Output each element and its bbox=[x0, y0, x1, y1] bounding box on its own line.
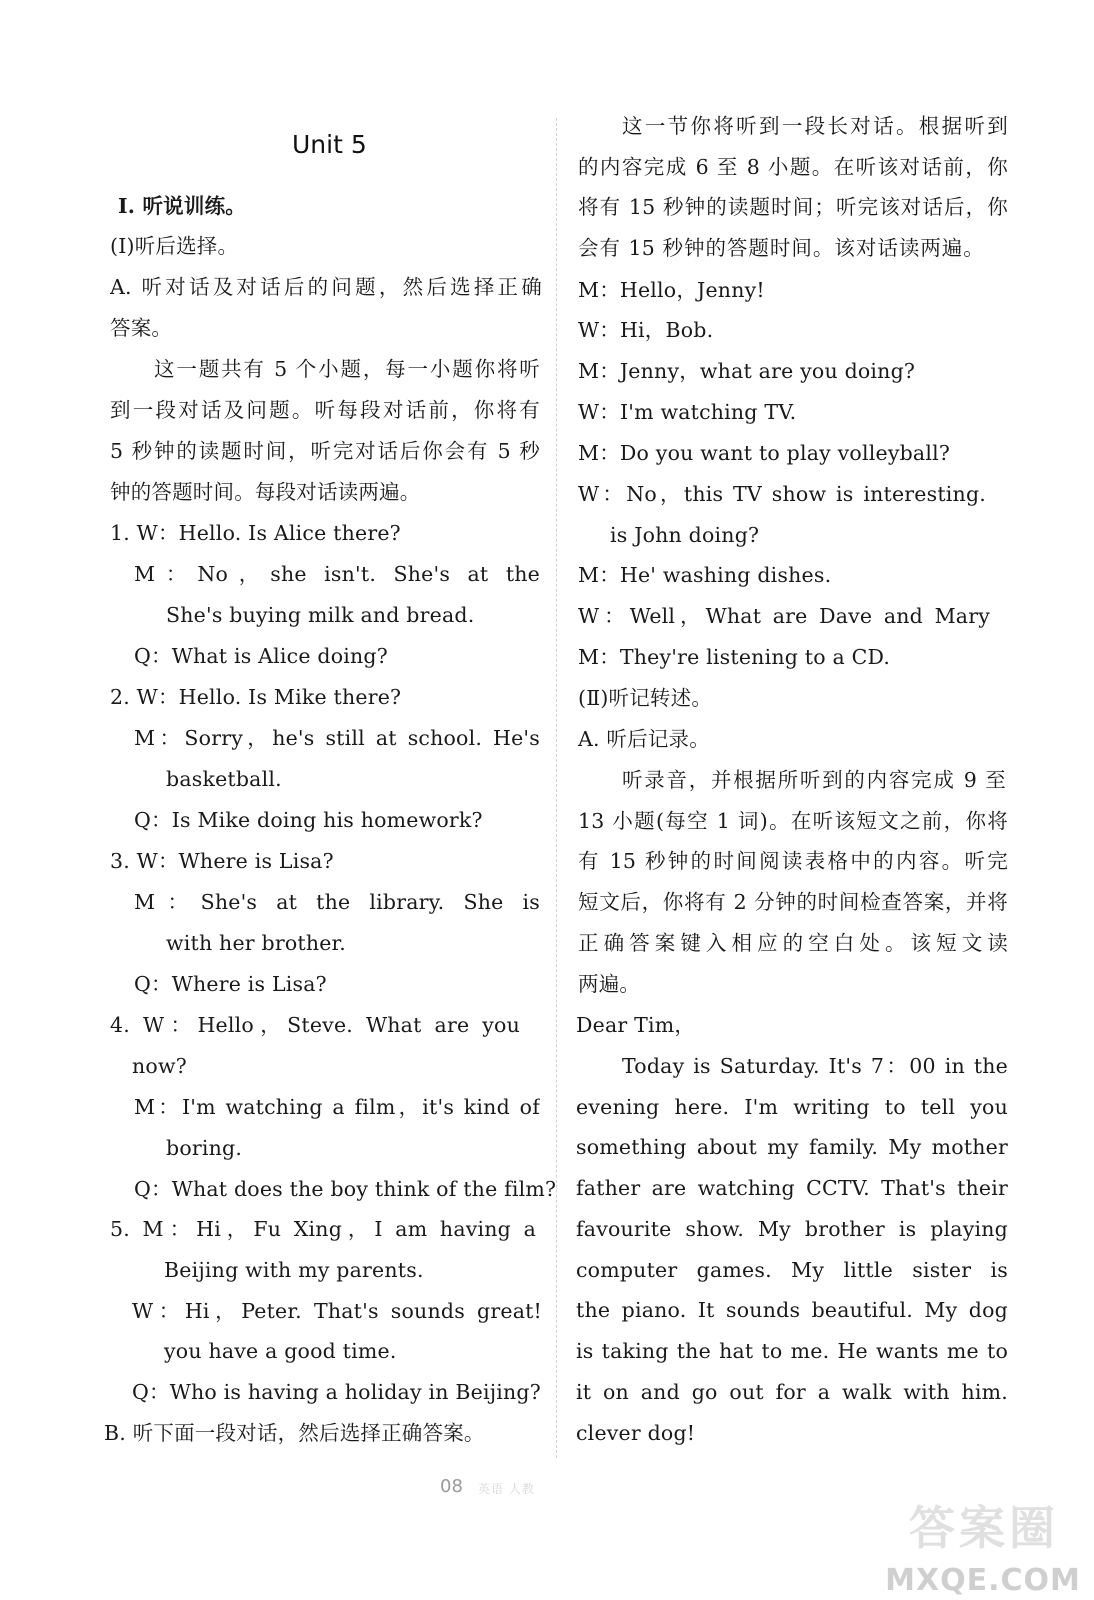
left-line: M：Sorry，he's still at school. He's bbox=[134, 726, 540, 750]
left-line: Q：What does the boy think of the film? bbox=[134, 1177, 557, 1201]
left-line: Q：Where is Lisa? bbox=[134, 972, 327, 996]
right-line: 会有 15 秒钟的答题时间。该对话读两遍。 bbox=[578, 236, 984, 260]
right-line: Today is Saturday. It's 7：00 in the bbox=[622, 1054, 1008, 1078]
right-line: A. 听后记录。 bbox=[578, 727, 710, 751]
right-line: 短文后，你将有 2 分钟的时间检查答案，并将 bbox=[578, 890, 1008, 914]
left-line: Q：What is Alice doing? bbox=[134, 644, 388, 668]
left-line: B. 听下面一段对话，然后选择正确答案。 bbox=[104, 1421, 485, 1445]
left-line: 5. M：Hi，Fu Xing，I am having a bbox=[110, 1217, 536, 1241]
left-line: Ⅰ. 听说训练。 bbox=[118, 194, 246, 218]
right-line: 这一节你将听到一段长对话。根据听到 bbox=[622, 114, 1008, 138]
right-line: is taking the hat to me. He wants me to bbox=[576, 1339, 1008, 1363]
left-line: Beijing with my parents. bbox=[164, 1258, 424, 1282]
right-line: M：Jenny，what are you doing? bbox=[578, 359, 916, 383]
left-line: you have a good time. bbox=[164, 1339, 397, 1363]
right-line: M：They're listening to a CD. bbox=[578, 645, 891, 669]
right-line: M：Hello，Jenny! bbox=[578, 278, 765, 302]
right-line: it on and go out for a walk with him. bbox=[576, 1380, 1008, 1404]
right-line: W：Well，What are Dave and Mary bbox=[578, 604, 990, 628]
right-line: something about my family. My mother bbox=[576, 1135, 1008, 1159]
right-line: 两遍。 bbox=[578, 972, 641, 996]
right-line: 听录音，并根据所听到的内容完成 9 至 bbox=[622, 768, 1006, 792]
right-line: W：Hi，Bob. bbox=[578, 318, 714, 342]
right-line: 的内容完成 6 至 8 小题。在听该对话前，你 bbox=[578, 155, 1008, 179]
page-title: Unit 5 bbox=[292, 130, 367, 159]
right-line: W：I'm watching TV. bbox=[578, 400, 797, 424]
left-line: 到一段对话及问题。听每段对话前，你将有 bbox=[110, 398, 540, 422]
right-line: M：He' washing dishes. bbox=[578, 563, 832, 587]
right-line: favourite show. My brother is playing bbox=[576, 1217, 1008, 1241]
left-line: Q：Is Mike doing his homework? bbox=[134, 808, 483, 832]
left-line: now? bbox=[132, 1054, 187, 1078]
right-line: (Ⅱ)听记转述。 bbox=[578, 686, 713, 710]
left-line: Q：Who is having a holiday in Beijing? bbox=[132, 1380, 541, 1404]
watermark-url: MXQE.COM bbox=[885, 1563, 1081, 1598]
left-line: 3. W：Where is Lisa? bbox=[110, 849, 334, 873]
right-line: 有 15 秒钟的时间阅读表格中的内容。听完 bbox=[578, 849, 1008, 873]
right-line: clever dog! bbox=[576, 1421, 696, 1445]
left-line: basketball. bbox=[166, 767, 282, 791]
left-line: 钟的答题时间。每段对话读两遍。 bbox=[110, 480, 421, 504]
page-number: 08 bbox=[440, 1476, 463, 1497]
left-line: M：She's at the library. She is bbox=[134, 890, 540, 914]
left-line: 1. W：Hello. Is Alice there? bbox=[110, 521, 401, 545]
right-line: W：No，this TV show is interesting. bbox=[578, 482, 986, 506]
left-line: 2. W：Hello. Is Mike there? bbox=[110, 685, 402, 709]
left-line: W：Hi，Peter. That's sounds great! bbox=[132, 1299, 542, 1323]
watermark-cn: 答案圈 bbox=[909, 1501, 1059, 1555]
left-line: with her brother. bbox=[166, 931, 347, 955]
watermark-logo bbox=[878, 1488, 1088, 1598]
left-line: A. 听对话及对话后的问题，然后选择正确 bbox=[110, 275, 542, 299]
right-line: 正确答案键入相应的空白处。该短文读 bbox=[578, 931, 1008, 955]
left-line: M：I'm watching a film，it's kind of bbox=[134, 1095, 540, 1119]
right-line: the piano. It sounds beautiful. My dog bbox=[576, 1298, 1008, 1322]
right-line: Dear Tim， bbox=[576, 1013, 696, 1037]
left-line: M：No，she isn't. She's at the bbox=[134, 562, 540, 586]
right-line: M：Do you want to play volleyball? bbox=[578, 441, 951, 465]
left-line: 5 秒钟的读题时间，听完对话后你会有 5 秒 bbox=[110, 439, 540, 463]
footer-faint-text: 英语 人教 bbox=[478, 1482, 535, 1496]
right-line: is John doing? bbox=[610, 523, 760, 547]
right-line: 13 小题(每空 1 词)。在听该短文之前，你将 bbox=[578, 809, 1008, 833]
right-line: computer games. My little sister is bbox=[576, 1258, 1008, 1282]
column-divider bbox=[556, 118, 557, 1458]
left-line: She's buying milk and bread. bbox=[166, 603, 475, 627]
left-line: 答案。 bbox=[110, 316, 173, 340]
right-line: 将有 15 秒钟的读题时间；听完该对话后，你 bbox=[578, 195, 1008, 219]
left-line: (Ⅰ)听后选择。 bbox=[110, 234, 239, 258]
left-line: boring. bbox=[166, 1136, 243, 1160]
left-line: 4. W：Hello，Steve. What are you bbox=[110, 1013, 520, 1037]
right-line: father are watching CCTV. That's their bbox=[576, 1176, 1008, 1200]
right-line: evening here. I'm writing to tell you bbox=[576, 1095, 1008, 1119]
left-line: 这一题共有 5 个小题，每一小题你将听 bbox=[154, 357, 540, 381]
